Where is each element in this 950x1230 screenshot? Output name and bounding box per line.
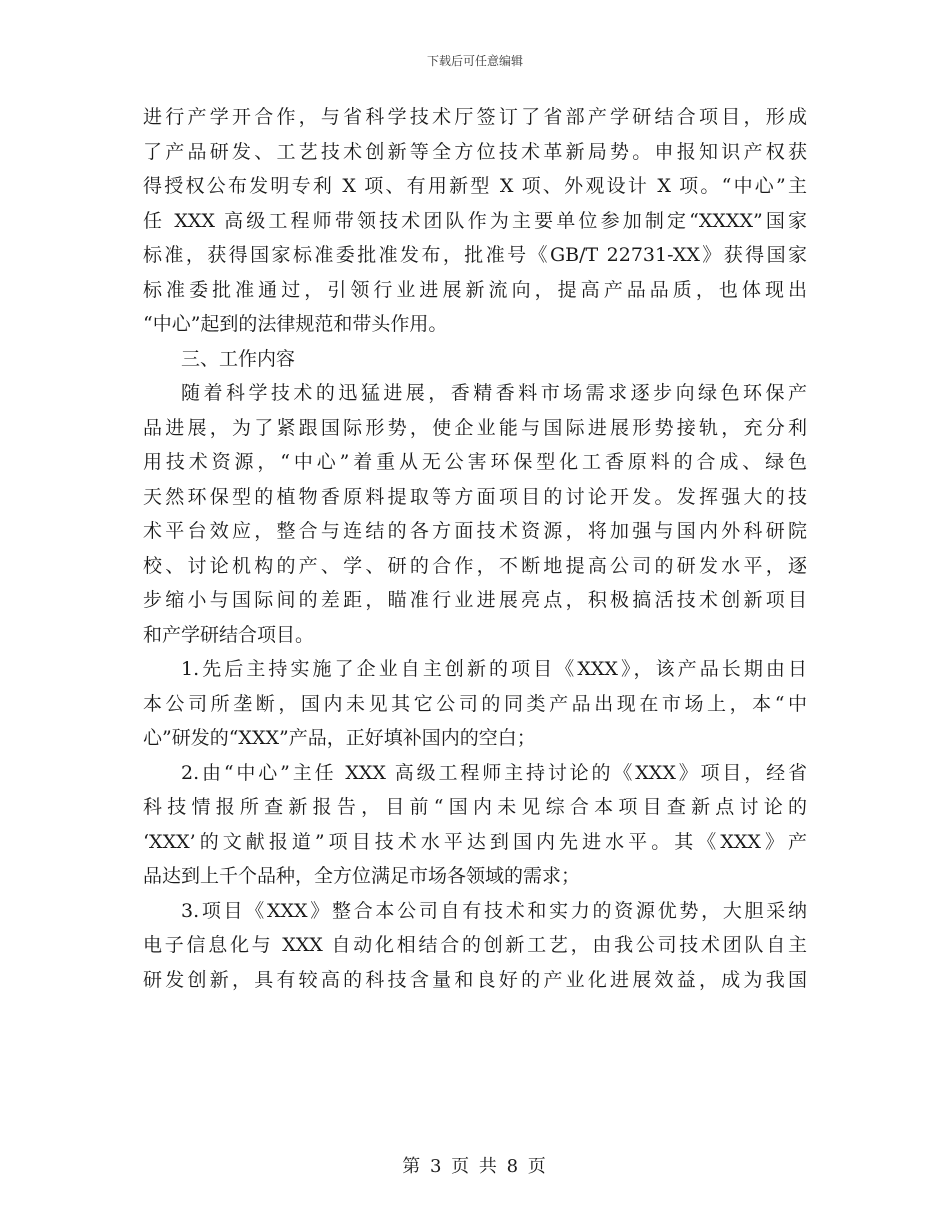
list-item-line: 研发创新，具有较高的科技含量和良好的产业化进展效益，成为我国: [143, 968, 807, 991]
list-item-line: 心”研发的“XXX”产品，正好填补国内的空白；: [143, 727, 536, 749]
text-line: 得授权公布发明专利 X 项、有用新型 X 项、外观设计 X 项。“中心”主: [143, 175, 807, 197]
page-header: 下载后可任意编辑: [426, 54, 523, 68]
page-number: 第 3 页 共 8 页: [402, 1156, 548, 1177]
text-line: 和产学研结合项目。: [143, 623, 315, 646]
list-item-line: ‘XXX’的文献报道”项目技术水平达到国内先进水平。其《XXX》产: [143, 830, 807, 853]
section-heading: 三、工作内容: [181, 347, 296, 370]
text-line: 用技术资源，“中心”着重从无公害环保型化工香原料的合成、绿色: [143, 451, 807, 473]
text-line: 标准，获得国家标准委批准发布，批准号《GB/T 22731-XX》获得国家: [143, 244, 807, 266]
list-item-line: 本公司所垄断，国内未见其它公司的同类产品出现在市场上，本“中: [143, 692, 807, 715]
text-line: 校、讨论机构的产、学、研的合作，不断地提高公司的研发水平，逐: [143, 554, 807, 577]
list-item-line: 3.项目《XXX》整合本公司自有技术和实力的资源优势，大胆采纳: [181, 899, 807, 922]
text-line: 术平台效应，整合与连结的各方面技术资源，将加强与国内外科研院: [143, 520, 807, 542]
list-item-line: 2.由“中心”主任 XXX 高级工程师主持讨论的《XXX》项目，经省: [181, 761, 807, 784]
text-line: 天然环保型的植物香原料提取等方面项目的讨论开发。发挥强大的技: [143, 485, 807, 508]
text-line: 品进展，为了紧跟国际形势，使企业能与国际进展形势接轨，充分利: [143, 416, 807, 439]
text-line: 标准委批准通过，引领行业进展新流向，提高产品品质，也体现出: [143, 278, 807, 301]
text-line: 随着科学技术的迅猛进展，香精香料市场需求逐步向绿色环保产: [181, 382, 807, 404]
list-item-line: 科技情报所查新报告，目前“国内未见综合本项目查新点讨论的: [143, 796, 807, 818]
list-item-line: 电子信息化与 XXX 自动化相结合的创新工艺，由我公司技术团队自主: [143, 934, 807, 956]
text-line: 任 XXX 高级工程师带领技术团队作为主要单位参加制定“XXXX”国家: [143, 209, 807, 232]
document-body: [143, 100, 807, 997]
text-line: 了产品研发、工艺技术创新等全方位技术革新局势。申报知识产权获: [143, 140, 807, 163]
list-item-line: 1.先后主持实施了企业自主创新的项目《XXX》，该产品长期由日: [181, 658, 807, 680]
text-line: 进行产学开合作，与省科学技术厅签订了省部产学研结合项目，形成: [143, 106, 807, 128]
text-line: “中心”起到的法律规范和带头作用。: [143, 313, 448, 335]
text-line: 步缩小与国际间的差距，瞄准行业进展亮点，积极搞活技术创新项目: [143, 589, 807, 611]
list-item-line: 品达到上千个品种，全方位满足市场各领域的需求；: [143, 865, 581, 887]
